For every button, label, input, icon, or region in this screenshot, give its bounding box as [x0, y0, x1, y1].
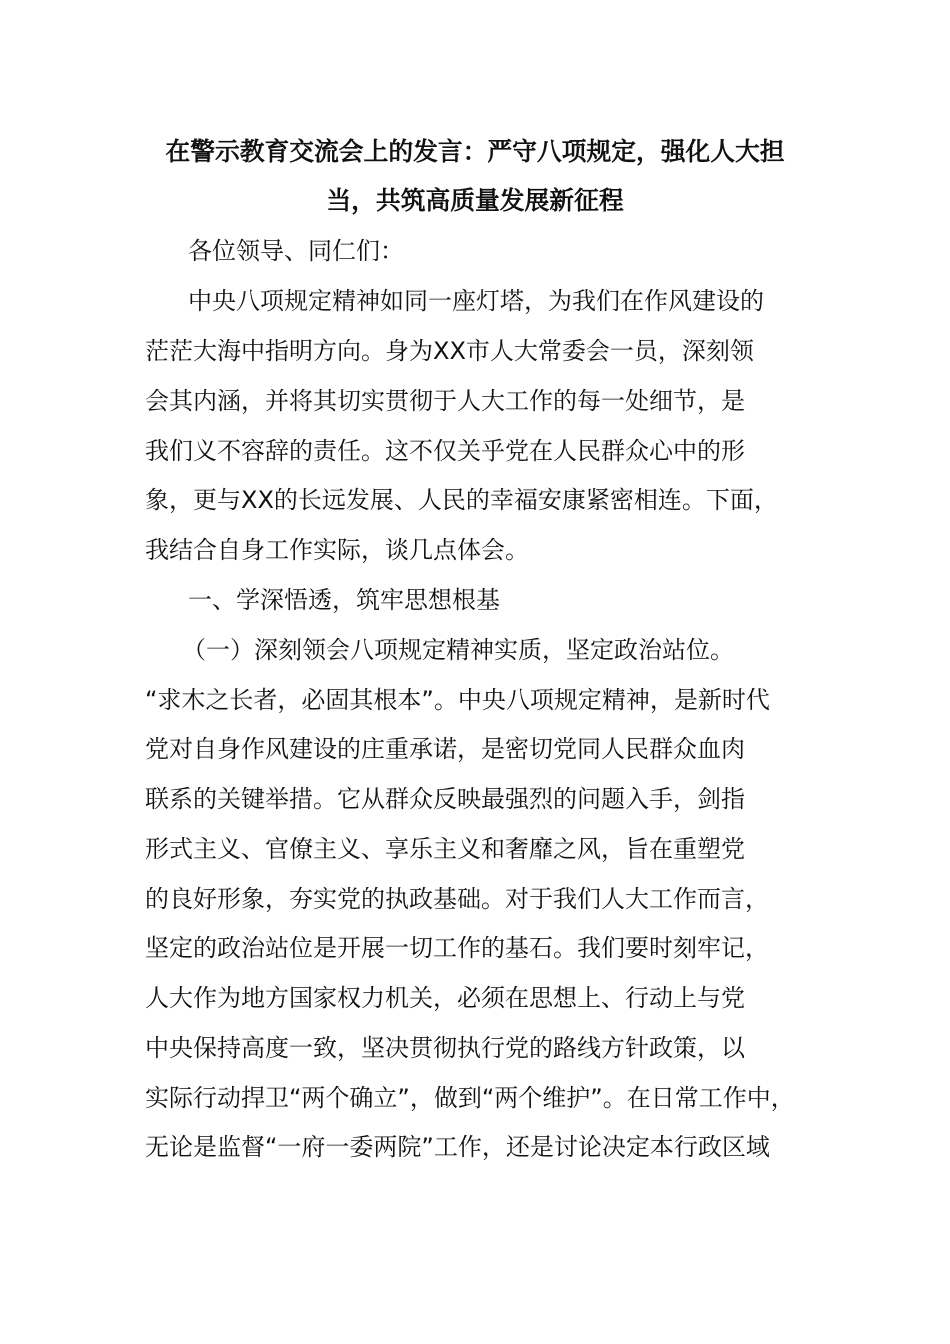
- body-line: 坚定的政治站位是开展一切工作的基石。我们要时刻牢记，: [145, 934, 769, 962]
- body-line: 我们义不容辞的责任。这不仅关乎党在人民群众心中的形: [145, 437, 745, 465]
- body-line: 实际行动捍卫“两个确立”，做到“两个维护”。在日常工作中，: [145, 1084, 795, 1112]
- body-line: 中央八项规定精神如同一座灯塔，为我们在作风建设的: [188, 287, 764, 315]
- body-line: 形式主义、官僚主义、享乐主义和奢靡之风，旨在重塑党: [145, 835, 745, 863]
- body-line: 党对自身作风建设的庄重承诺，是密切党同人民群众血肉: [145, 735, 745, 763]
- body-line: 无论是监督“一府一委两院”工作，还是讨论决定本行政区域: [145, 1133, 770, 1161]
- document-title-line-2: 当，共筑高质量发展新征程: [326, 186, 624, 215]
- body-line: 人大作为地方国家权力机关，必须在思想上、行动上与党: [145, 984, 745, 1012]
- document-title-line-1: 在警示教育交流会上的发言：严守八项规定，强化人大担: [165, 137, 785, 166]
- body-line: 中央保持高度一致，坚决贯彻执行党的路线方针政策，以: [145, 1034, 745, 1062]
- body-line: “求木之长者，必固其根本”。中央八项规定精神，是新时代: [145, 686, 770, 714]
- subsection-heading: （一）深刻领会八项规定精神实质，坚定政治站位。: [182, 636, 734, 664]
- body-line: 我结合自身工作实际，谈几点体会。: [145, 536, 529, 564]
- body-line: 联系的关键举措。它从群众反映最强烈的问题入手，剑指: [145, 785, 745, 813]
- body-line: 象，更与XX的长远发展、人民的幸福安康紧密相连。下面，: [145, 486, 778, 514]
- body-line: 茫茫大海中指明方向。身为XX市人大常委会一员，深刻领: [145, 337, 754, 365]
- body-line: 的良好形象，夯实党的执政基础。对于我们人大工作而言，: [145, 885, 769, 913]
- body-line: 会其内涵，并将其切实贯彻于人大工作的每一处细节，是: [145, 387, 745, 415]
- salutation: 各位领导、同仁们：: [188, 237, 404, 265]
- section-heading: 一、学深悟透，筑牢思想根基: [188, 586, 500, 614]
